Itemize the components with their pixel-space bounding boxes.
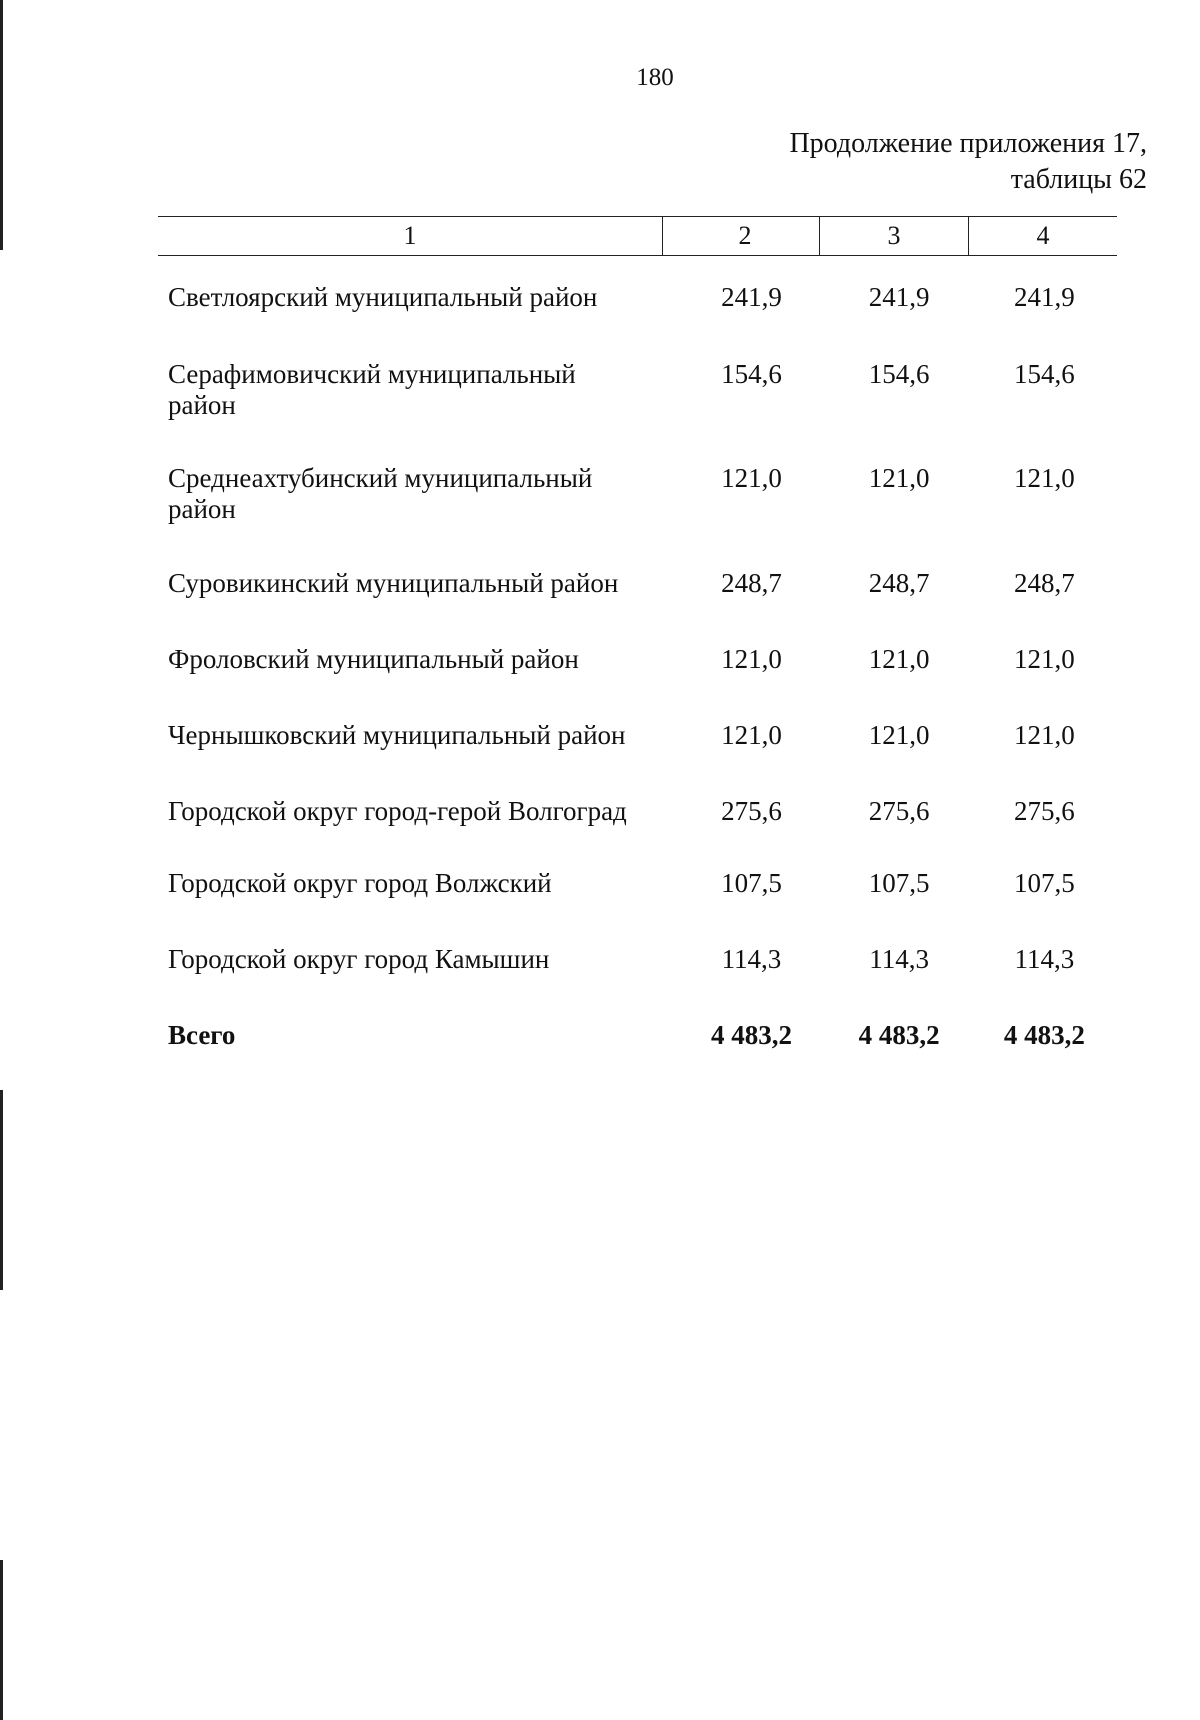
row-name — [158, 944, 676, 975]
table-total-row — [158, 1020, 1117, 1051]
header-col-4: 4 — [968, 217, 1117, 255]
row-value-col-4: 121,0 — [1014, 644, 1075, 674]
table-row — [158, 868, 1117, 899]
row-value-col-4: 121,0 — [1014, 463, 1075, 493]
row-value-col-2: 121,0 — [721, 463, 782, 493]
row-value-col-2: 275,6 — [721, 796, 782, 826]
table-row — [158, 644, 1117, 675]
row-name — [158, 282, 676, 313]
row-value-col-3: 121,0 — [868, 720, 930, 750]
table-row — [158, 720, 1117, 751]
row-value-col-2: 248,7 — [721, 568, 782, 598]
row-name-line: Светлоярский муниципальный район — [168, 282, 598, 312]
caption-line-2: таблицы 62 — [1010, 164, 1147, 195]
table-row — [158, 282, 1117, 313]
header-col-1: 1 — [403, 221, 417, 250]
row-value-col-4: 154,6 — [1014, 359, 1075, 389]
row-name-line: район — [168, 390, 236, 420]
row-value-col-3: 107,5 — [868, 868, 930, 898]
row-value-col-4: 107,5 — [1014, 868, 1075, 898]
row-value-col-3: 114,3 — [869, 944, 930, 974]
scan-edge-top — [0, 0, 3, 250]
row-name-line: Фроловский муниципальный район — [168, 644, 579, 674]
total-value-col-3: 4 483,2 — [858, 1020, 940, 1050]
row-value-col-2: 121,0 — [721, 644, 782, 674]
row-name — [158, 568, 676, 599]
row-value-col-2: 154,6 — [721, 359, 782, 389]
total-value-col-2: 4 483,2 — [710, 1020, 792, 1050]
table-row — [158, 944, 1117, 975]
table-row — [158, 463, 1117, 525]
row-value-col-3: 241,9 — [868, 282, 930, 312]
table-row — [158, 568, 1117, 599]
row-value-col-2: 114,3 — [721, 944, 782, 974]
row-value-col-3: 154,6 — [868, 359, 930, 389]
data-table — [158, 216, 1117, 1050]
row-value-col-2: 121,0 — [721, 720, 782, 750]
total-value-col-4: 4 483,2 — [1003, 1020, 1085, 1050]
row-name — [158, 720, 676, 751]
row-value-col-2: 241,9 — [721, 282, 782, 312]
row-name — [158, 359, 676, 421]
row-value-col-3: 248,7 — [868, 568, 930, 598]
row-name-line: Серафимовичский муниципальный — [168, 359, 576, 389]
row-name — [158, 868, 676, 899]
row-name-line: Городской округ город Камышин — [168, 944, 550, 974]
row-value-col-4: 248,7 — [1014, 568, 1075, 598]
row-name-line: Городской округ город-герой Волгоград — [168, 796, 627, 826]
page-number: 180 — [636, 64, 674, 91]
row-value-col-4: 241,9 — [1014, 282, 1075, 312]
row-value-col-2: 107,5 — [721, 868, 782, 898]
header-col-3: 3 — [819, 217, 968, 255]
row-name-line: Городской округ город Волжский — [168, 868, 552, 898]
row-value-col-3: 121,0 — [868, 463, 930, 493]
row-name-line: Суровикинский муниципальный район — [168, 568, 619, 598]
appendix-caption — [789, 126, 1147, 198]
row-value-col-3: 121,0 — [868, 644, 930, 674]
table-header-row — [158, 216, 1117, 256]
row-value-col-4: 121,0 — [1014, 720, 1075, 750]
row-value-col-4: 114,3 — [1014, 944, 1075, 974]
table-row — [158, 359, 1117, 421]
row-name-line: Чернышковский муниципальный район — [168, 720, 626, 750]
scan-edge-middle — [0, 1090, 3, 1290]
scan-edge-bottom — [0, 1560, 3, 1720]
header-col-2: 2 — [662, 217, 819, 255]
row-name — [158, 644, 676, 675]
row-name-line: район — [168, 494, 236, 524]
caption-line-1: Продолжение приложения 17, — [789, 128, 1147, 159]
row-name — [158, 796, 676, 827]
total-label: Всего — [168, 1020, 236, 1050]
table-row — [158, 796, 1117, 827]
row-name-line: Среднеахтубинский муниципальный — [168, 463, 593, 493]
row-value-col-4: 275,6 — [1014, 796, 1075, 826]
row-value-col-3: 275,6 — [868, 796, 930, 826]
row-name — [158, 463, 676, 525]
